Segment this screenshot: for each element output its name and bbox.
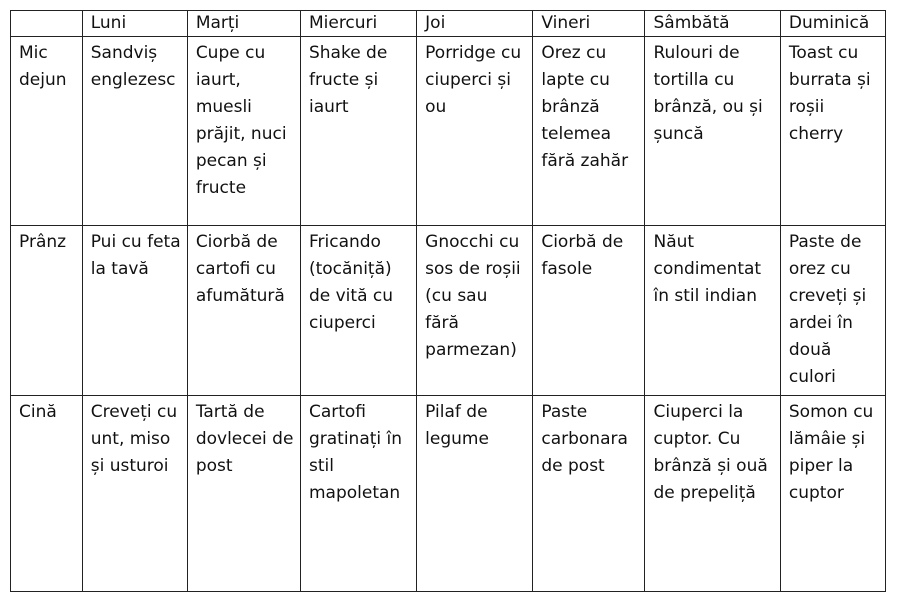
header-row — [11, 11, 886, 37]
day-header-saturday: Sâmbătă — [645, 11, 780, 37]
table-cell: Porridge cu ciuperci și ou — [417, 37, 533, 226]
table-cell: Creveți cu unt, miso și usturoi — [82, 396, 187, 592]
table-row-lunch — [11, 226, 886, 396]
table-cell: Ciuperci la cuptor. Cu brânză și ouă de prepeliță — [645, 396, 780, 592]
table-cell: Paste carbonara de post — [533, 396, 645, 592]
table-cell: Toast cu burrata și roșii cherry — [780, 37, 885, 226]
table-row-breakfast — [11, 37, 886, 226]
meal-plan-table — [10, 10, 886, 592]
table-cell: Cupe cu iaurt, muesli prăjit, nuci pecan și fructe — [187, 37, 300, 226]
table-cell: Năut condimentat în stil indian — [645, 226, 780, 396]
meal-label-lunch: Prânz — [11, 226, 83, 396]
table-cell: Gnocchi cu sos de roșii (cu sau fără parmezan) — [417, 226, 533, 396]
table-cell: Somon cu lămâie și piper la cuptor — [780, 396, 885, 592]
table-cell: Sandviș englezesc — [82, 37, 187, 226]
table-cell: Orez cu lapte cu brânză telemea fără zahăr — [533, 37, 645, 226]
day-header-friday: Vineri — [533, 11, 645, 37]
day-header-tuesday: Marți — [187, 11, 300, 37]
day-header-thursday: Joi — [417, 11, 533, 37]
table-cell: Pilaf de legume — [417, 396, 533, 592]
day-header-monday: Luni — [82, 11, 187, 37]
table-cell: Pui cu feta la tavă — [82, 226, 187, 396]
day-header-wednesday: Miercuri — [300, 11, 416, 37]
day-header-sunday: Duminică — [780, 11, 885, 37]
table-cell: Shake de fructe și iaurt — [300, 37, 416, 226]
meal-label-dinner: Cină — [11, 396, 83, 592]
table-cell: Cartofi gratinați în stil mapoletan — [300, 396, 416, 592]
table-cell: Rulouri de tortilla cu brânză, ou și șuncă — [645, 37, 780, 226]
table-cell: Tartă de dovlecei de post — [187, 396, 300, 592]
meal-label-breakfast: Mic dejun — [11, 37, 83, 226]
corner-cell — [11, 11, 83, 37]
table-cell: Paste de orez cu creveți și ardei în două culori — [780, 226, 885, 396]
table-row-dinner — [11, 396, 886, 592]
table-cell: Ciorbă de cartofi cu afumătură — [187, 226, 300, 396]
table-cell: Ciorbă de fasole — [533, 226, 645, 396]
table-cell: Fricando (tocăniță) de vită cu ciuperci — [300, 226, 416, 396]
